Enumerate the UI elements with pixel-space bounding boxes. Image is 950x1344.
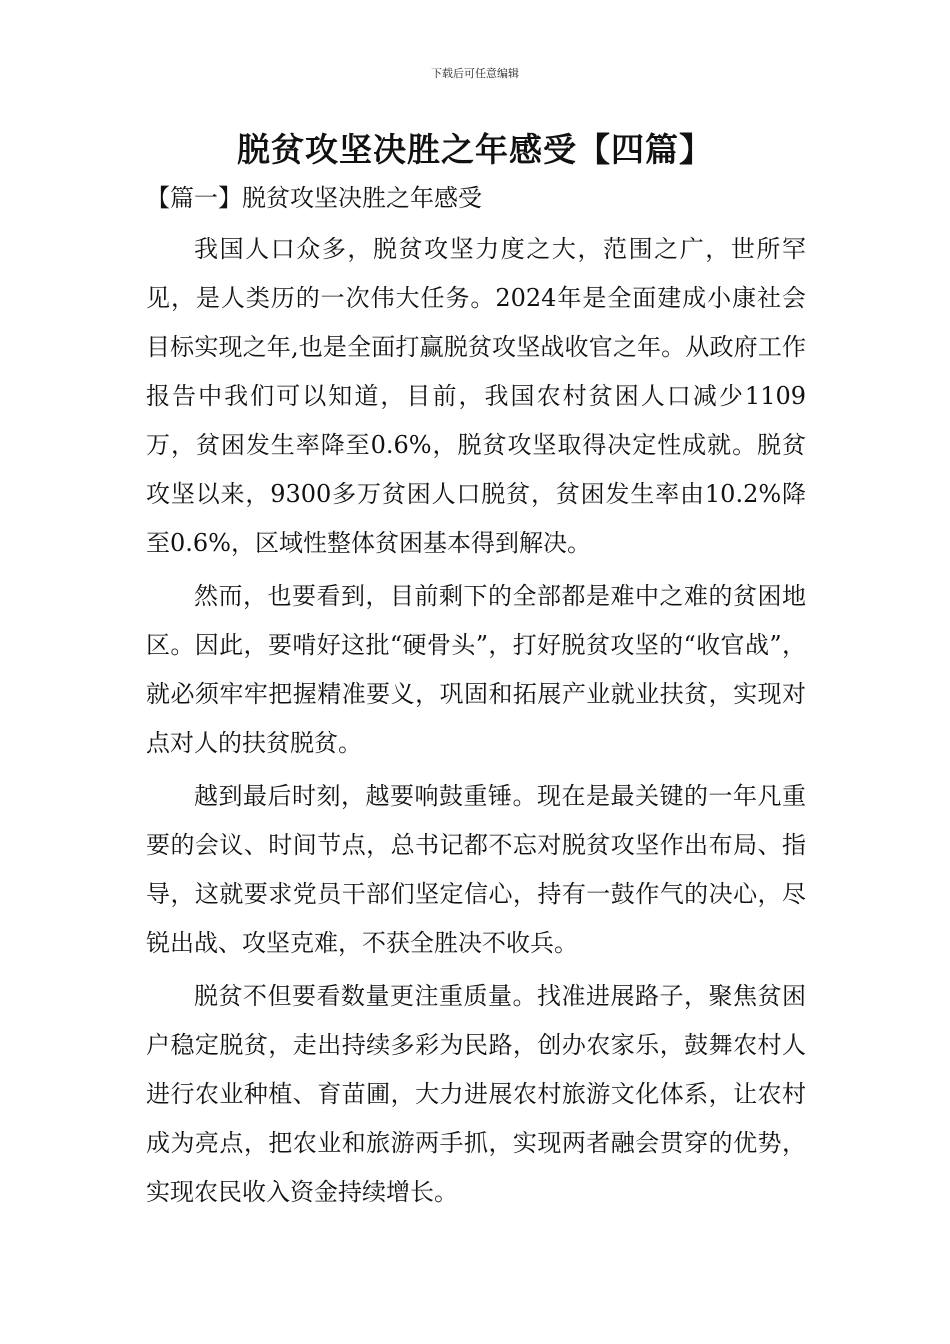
- paragraph: 我国人口众多，脱贫攻坚力度之大，范围之广，世所罕见，是人类历的一次伟大任务。2024年是全面建成小康社会目标实现之年,也是全面打赢脱贫攻坚战收官之年。从政府工作报告中我们可以知道，目前，我国农村贫困人口减少1109万，贫困发生率降至0.6%，脱贫攻坚取得决定性成就。脱贫攻坚以来，9300多万贫困人口脱贫，贫困发生率由10.2%降至0.6%，区域性整体贫困基本得到解决。: [146, 235, 806, 557]
- paragraph: 越到最后时刻，越要响鼓重锤。现在是最关键的一年凡重要的会议、时间节点，总书记都不忘对脱贫攻坚作出布局、指导，这就要求党员干部们坚定信心，持有一鼓作气的决心，尽锐出战、攻坚克难，不获全胜决不收兵。: [146, 782, 806, 957]
- document-title: 脱贫攻坚决胜之年感受【四篇】: [237, 130, 713, 169]
- document-body: [146, 225, 806, 1221]
- section-heading: 【篇一】脱贫攻坚决胜之年感受: [146, 184, 482, 212]
- paragraph: 然而，也要看到，目前剩下的全部都是难中之难的贫困地区。因此，要啃好这批“硬骨头”，打好脱贫攻坚的“收官战”，就必须牢牢把握精准要义，巩固和拓展产业就业扶贫，实现对点对人的扶贫脱贫。: [146, 582, 806, 757]
- page-header-note: 下载后可任意编辑: [431, 67, 519, 80]
- paragraph: 脱贫不但要看数量更注重质量。找准进展路子，聚焦贫困户稳定脱贫，走出持续多彩为民路，创办农家乐，鼓舞农村人进行农业种植、育苗圃，大力进展农村旅游文化体系，让农村成为亮点，把农业和旅游两手抓，实现两者融会贯穿的优势，实现农民收入资金持续增长。: [146, 982, 806, 1206]
